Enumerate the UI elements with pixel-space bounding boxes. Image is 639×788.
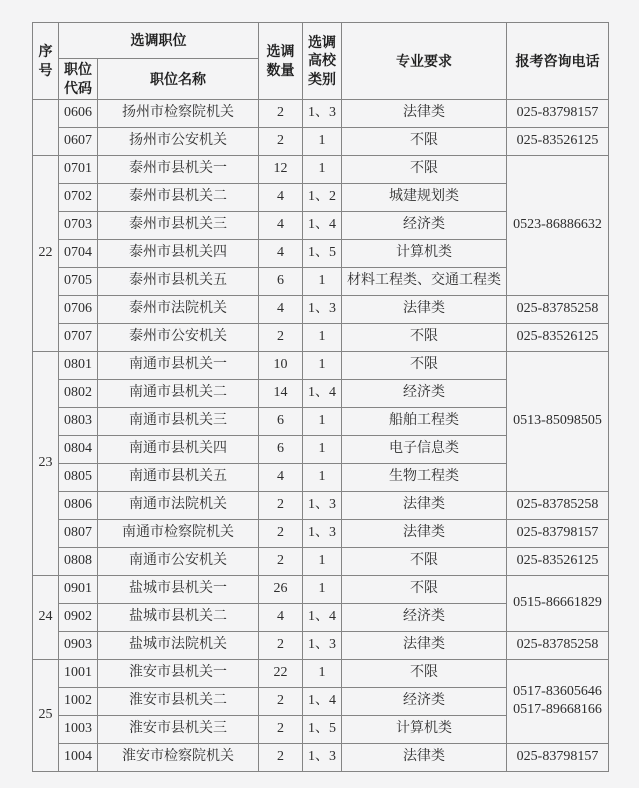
code-cell: 0802 — [59, 379, 98, 407]
quantity-cell: 2 — [259, 323, 303, 351]
serial-cell — [33, 99, 59, 155]
table-header — [33, 23, 609, 100]
major-cell: 法律类 — [342, 295, 507, 323]
quantity-cell: 4 — [259, 463, 303, 491]
code-cell: 0806 — [59, 491, 98, 519]
position-name-cell: 淮安市检察院机关 — [98, 743, 259, 771]
quantity-cell: 2 — [259, 491, 303, 519]
major-cell: 材料工程类、交通工程类 — [342, 267, 507, 295]
code-cell: 0803 — [59, 407, 98, 435]
position-name-cell: 淮安市县机关二 — [98, 687, 259, 715]
college-category-cell: 1、5 — [303, 715, 342, 743]
phone-cell: 025-83526125 — [507, 323, 609, 351]
code-cell: 0801 — [59, 351, 98, 379]
college-category-cell: 1 — [303, 547, 342, 575]
table-row — [33, 547, 609, 575]
header-serial — [33, 23, 59, 100]
college-category-cell: 1 — [303, 323, 342, 351]
quantity-cell: 2 — [259, 631, 303, 659]
phone-line: 0517-83605646 — [513, 684, 602, 700]
phone-cell: 025-83785258 — [507, 491, 609, 519]
college-category-cell: 1 — [303, 351, 342, 379]
phone-cell — [507, 659, 609, 743]
phone-cell: 025-83798157 — [507, 99, 609, 127]
phone-cell: 025-83798157 — [507, 519, 609, 547]
code-cell: 0705 — [59, 267, 98, 295]
position-name-cell: 南通市县机关二 — [98, 379, 259, 407]
header-major: 专业要求 — [342, 23, 507, 100]
college-category-cell: 1 — [303, 659, 342, 687]
quantity-cell: 2 — [259, 743, 303, 771]
table-row — [33, 295, 609, 323]
position-name-cell: 淮安市县机关三 — [98, 715, 259, 743]
header-position-group: 选调职位 — [59, 23, 259, 59]
major-cell: 不限 — [342, 351, 507, 379]
college-category-cell: 1、3 — [303, 743, 342, 771]
major-cell: 不限 — [342, 547, 507, 575]
quantity-cell: 2 — [259, 547, 303, 575]
quantity-cell: 6 — [259, 435, 303, 463]
college-category-cell: 1、3 — [303, 295, 342, 323]
quantity-cell: 10 — [259, 351, 303, 379]
quantity-cell: 6 — [259, 267, 303, 295]
header-code-label: 职位代码 — [63, 61, 92, 96]
college-category-cell: 1 — [303, 267, 342, 295]
phone-cell: 0523-86886632 — [507, 155, 609, 295]
code-cell: 1001 — [59, 659, 98, 687]
quantity-cell: 4 — [259, 239, 303, 267]
table-row — [33, 351, 609, 379]
quantity-cell: 26 — [259, 575, 303, 603]
code-cell: 0807 — [59, 519, 98, 547]
position-name-cell: 南通市检察院机关 — [98, 519, 259, 547]
major-cell: 计算机类 — [342, 239, 507, 267]
major-cell: 法律类 — [342, 631, 507, 659]
phone-cell: 025-83785258 — [507, 295, 609, 323]
major-cell: 经济类 — [342, 379, 507, 407]
college-category-cell: 1、3 — [303, 491, 342, 519]
quantity-cell: 4 — [259, 603, 303, 631]
header-college-category-label: 选调高校类别 — [307, 33, 336, 88]
table-row — [33, 323, 609, 351]
code-cell: 0702 — [59, 183, 98, 211]
position-name-cell: 扬州市公安机关 — [98, 127, 259, 155]
position-name-cell: 扬州市检察院机关 — [98, 99, 259, 127]
major-cell: 法律类 — [342, 491, 507, 519]
college-category-cell: 1、4 — [303, 211, 342, 239]
college-category-cell: 1、4 — [303, 603, 342, 631]
table-row — [33, 631, 609, 659]
table-row — [33, 519, 609, 547]
code-cell: 0701 — [59, 155, 98, 183]
quantity-cell: 4 — [259, 295, 303, 323]
code-cell: 0902 — [59, 603, 98, 631]
serial-cell: 25 — [33, 659, 59, 771]
code-cell: 0607 — [59, 127, 98, 155]
code-cell: 0606 — [59, 99, 98, 127]
position-name-cell: 南通市县机关一 — [98, 351, 259, 379]
phone-cell: 025-83526125 — [507, 547, 609, 575]
position-name-cell: 南通市县机关四 — [98, 435, 259, 463]
phone-cell: 0513-85098505 — [507, 351, 609, 491]
college-category-cell: 1、3 — [303, 519, 342, 547]
position-name-cell: 盐城市法院机关 — [98, 631, 259, 659]
table-row — [33, 127, 609, 155]
quantity-cell: 4 — [259, 183, 303, 211]
code-cell: 0901 — [59, 575, 98, 603]
major-cell: 法律类 — [342, 519, 507, 547]
position-name-cell: 泰州市县机关三 — [98, 211, 259, 239]
serial-cell: 24 — [33, 575, 59, 659]
table-row — [33, 155, 609, 183]
major-cell: 经济类 — [342, 603, 507, 631]
major-cell: 不限 — [342, 659, 507, 687]
position-name-cell: 泰州市县机关四 — [98, 239, 259, 267]
serial-cell: 22 — [33, 155, 59, 351]
position-name-cell: 泰州市法院机关 — [98, 295, 259, 323]
code-cell: 1004 — [59, 743, 98, 771]
quantity-cell: 6 — [259, 407, 303, 435]
major-cell: 城建规划类 — [342, 183, 507, 211]
quantity-cell: 2 — [259, 715, 303, 743]
college-category-cell: 1 — [303, 155, 342, 183]
table-row — [33, 743, 609, 771]
college-category-cell: 1 — [303, 463, 342, 491]
quantity-cell: 2 — [259, 687, 303, 715]
phone-cell: 0515-86661829 — [507, 575, 609, 631]
quantity-cell: 2 — [259, 127, 303, 155]
phone-cell: 025-83798157 — [507, 743, 609, 771]
position-name-cell: 南通市县机关三 — [98, 407, 259, 435]
major-cell: 法律类 — [342, 743, 507, 771]
college-category-cell: 1 — [303, 435, 342, 463]
code-cell: 0707 — [59, 323, 98, 351]
header-phone: 报考咨询电话 — [507, 23, 609, 100]
quantity-cell: 2 — [259, 99, 303, 127]
serial-cell: 23 — [33, 351, 59, 575]
major-cell: 不限 — [342, 127, 507, 155]
position-name-cell: 南通市公安机关 — [98, 547, 259, 575]
position-name-cell: 泰州市县机关二 — [98, 183, 259, 211]
header-quantity-label: 选调数量 — [266, 43, 295, 78]
major-cell: 生物工程类 — [342, 463, 507, 491]
college-category-cell: 1、5 — [303, 239, 342, 267]
table-row — [33, 491, 609, 519]
table-body — [33, 99, 609, 771]
quantity-cell: 12 — [259, 155, 303, 183]
header-name: 职位名称 — [98, 59, 259, 100]
quantity-cell: 4 — [259, 211, 303, 239]
college-category-cell: 1 — [303, 127, 342, 155]
code-cell: 1003 — [59, 715, 98, 743]
table-row — [33, 659, 609, 687]
college-category-cell: 1、4 — [303, 687, 342, 715]
position-name-cell: 淮安市县机关一 — [98, 659, 259, 687]
position-table — [32, 22, 609, 772]
code-cell: 0703 — [59, 211, 98, 239]
college-category-cell: 1 — [303, 407, 342, 435]
code-cell: 0804 — [59, 435, 98, 463]
major-cell: 不限 — [342, 323, 507, 351]
header-serial-label: 序号 — [38, 43, 53, 78]
major-cell: 法律类 — [342, 99, 507, 127]
table-row — [33, 99, 609, 127]
code-cell: 0903 — [59, 631, 98, 659]
header-code — [59, 59, 98, 100]
position-name-cell: 泰州市公安机关 — [98, 323, 259, 351]
college-category-cell: 1 — [303, 575, 342, 603]
position-name-cell: 南通市法院机关 — [98, 491, 259, 519]
major-cell: 不限 — [342, 575, 507, 603]
college-category-cell: 1、3 — [303, 631, 342, 659]
college-category-cell: 1、4 — [303, 379, 342, 407]
quantity-cell: 22 — [259, 659, 303, 687]
header-quantity — [259, 23, 303, 100]
phone-cell: 025-83785258 — [507, 631, 609, 659]
position-name-cell: 泰州市县机关一 — [98, 155, 259, 183]
major-cell: 船舶工程类 — [342, 407, 507, 435]
major-cell: 经济类 — [342, 687, 507, 715]
major-cell: 计算机类 — [342, 715, 507, 743]
major-cell: 经济类 — [342, 211, 507, 239]
code-cell: 0706 — [59, 295, 98, 323]
phone-cell: 025-83526125 — [507, 127, 609, 155]
quantity-cell: 2 — [259, 519, 303, 547]
major-cell: 电子信息类 — [342, 435, 507, 463]
code-cell: 1002 — [59, 687, 98, 715]
college-category-cell: 1、3 — [303, 99, 342, 127]
position-name-cell: 泰州市县机关五 — [98, 267, 259, 295]
quantity-cell: 14 — [259, 379, 303, 407]
position-name-cell: 盐城市县机关二 — [98, 603, 259, 631]
code-cell: 0704 — [59, 239, 98, 267]
position-name-cell: 盐城市县机关一 — [98, 575, 259, 603]
major-cell: 不限 — [342, 155, 507, 183]
header-college-category — [303, 23, 342, 100]
position-name-cell: 南通市县机关五 — [98, 463, 259, 491]
code-cell: 0808 — [59, 547, 98, 575]
code-cell: 0805 — [59, 463, 98, 491]
table-row — [33, 575, 609, 603]
college-category-cell: 1、2 — [303, 183, 342, 211]
phone-line: 0517-89668166 — [513, 702, 602, 718]
